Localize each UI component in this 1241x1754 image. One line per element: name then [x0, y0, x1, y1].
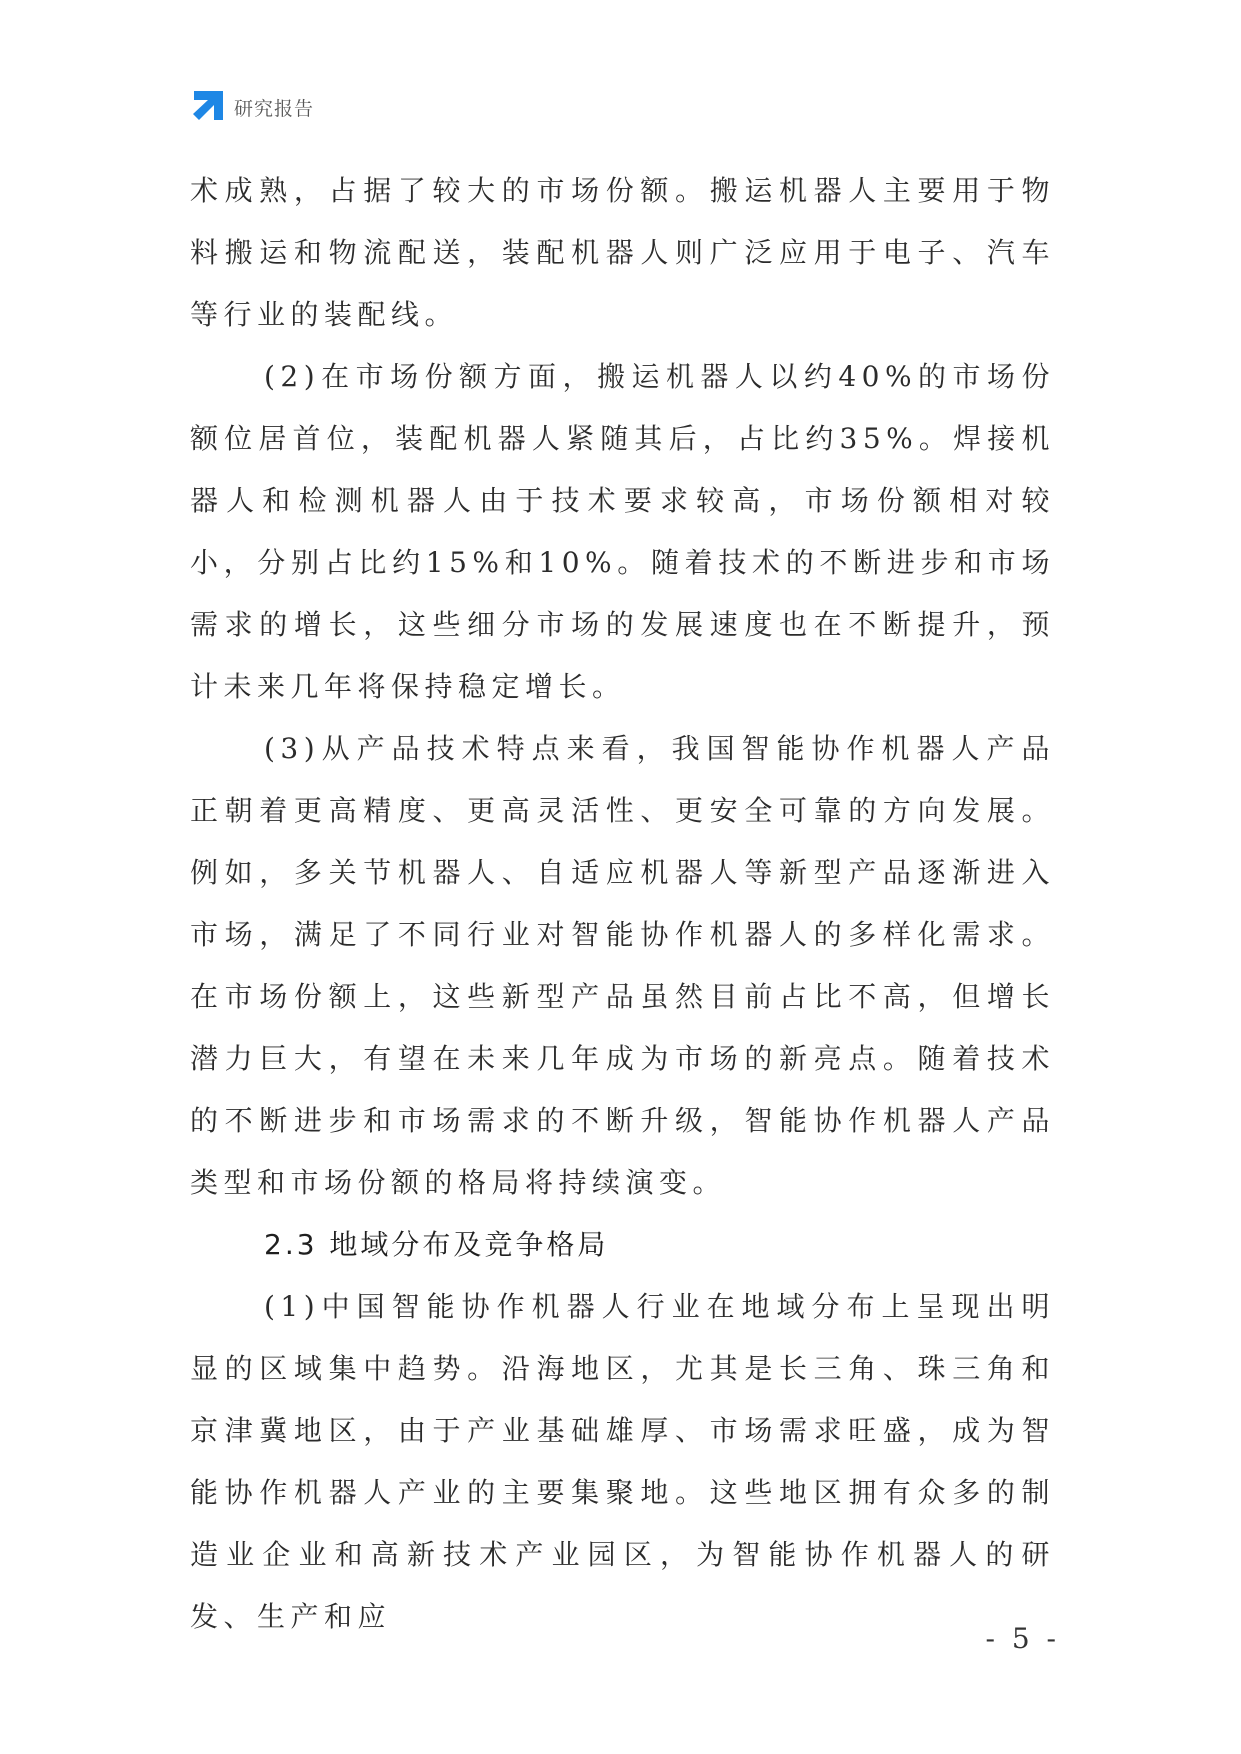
header-title: 研究报告 [234, 98, 315, 120]
section-heading: 2.3 地域分布及竞争格局 [264, 1228, 609, 1261]
paragraph-continued: 术成熟，占据了较大的市场份额。搬运机器人主要用于物料搬运和物流配送，装配机器人则广泛应用于电子、汽车等行业的装配线。 [190, 174, 1055, 331]
document-body [190, 160, 1055, 1648]
paragraph-product-tech: (3)从产品技术特点来看，我国智能协作机器人产品正朝着更高精度、更高灵活性、更安全可靠的方向发展。例如，多关节机器人、自适应机器人等新型产品逐渐进入市场，满足了不同行业对智能协作机器人的多样化需求。在市场份额上，这些新型产品虽然目前占比不高，但增长潜力巨大，有望在未来几年成为市场的新亮点。随着技术的不断进步和市场需求的不断升级，智能协作机器人产品类型和市场份额的格局将持续演变。 [190, 732, 1055, 1199]
arrow-up-right-icon [190, 88, 226, 124]
paragraph-market-share: (2)在市场份额方面，搬运机器人以约40%的市场份额位居首位，装配机器人紧随其后，占比约35%。焊接机器人和检测机器人由于技术要求较高，市场份额相对较小，分别占比约15%和10%。随着技术的不断进步和市场需求的增长，这些细分市场的发展速度也在不断提升，预计未来几年将保持稳定增长。 [190, 360, 1055, 703]
paragraph-regional: (1)中国智能协作机器人行业在地域分布上呈现出明显的区域集中趋势。沿海地区，尤其是长三角、珠三角和京津冀地区，由于产业基础雄厚、市场需求旺盛，成为智能协作机器人产业的主要集聚地。这些地区拥有众多的制造业企业和高新技术产业园区，为智能协作机器人的研发、生产和应 [190, 1290, 1055, 1633]
page-number: - 5 - [985, 1622, 1060, 1655]
